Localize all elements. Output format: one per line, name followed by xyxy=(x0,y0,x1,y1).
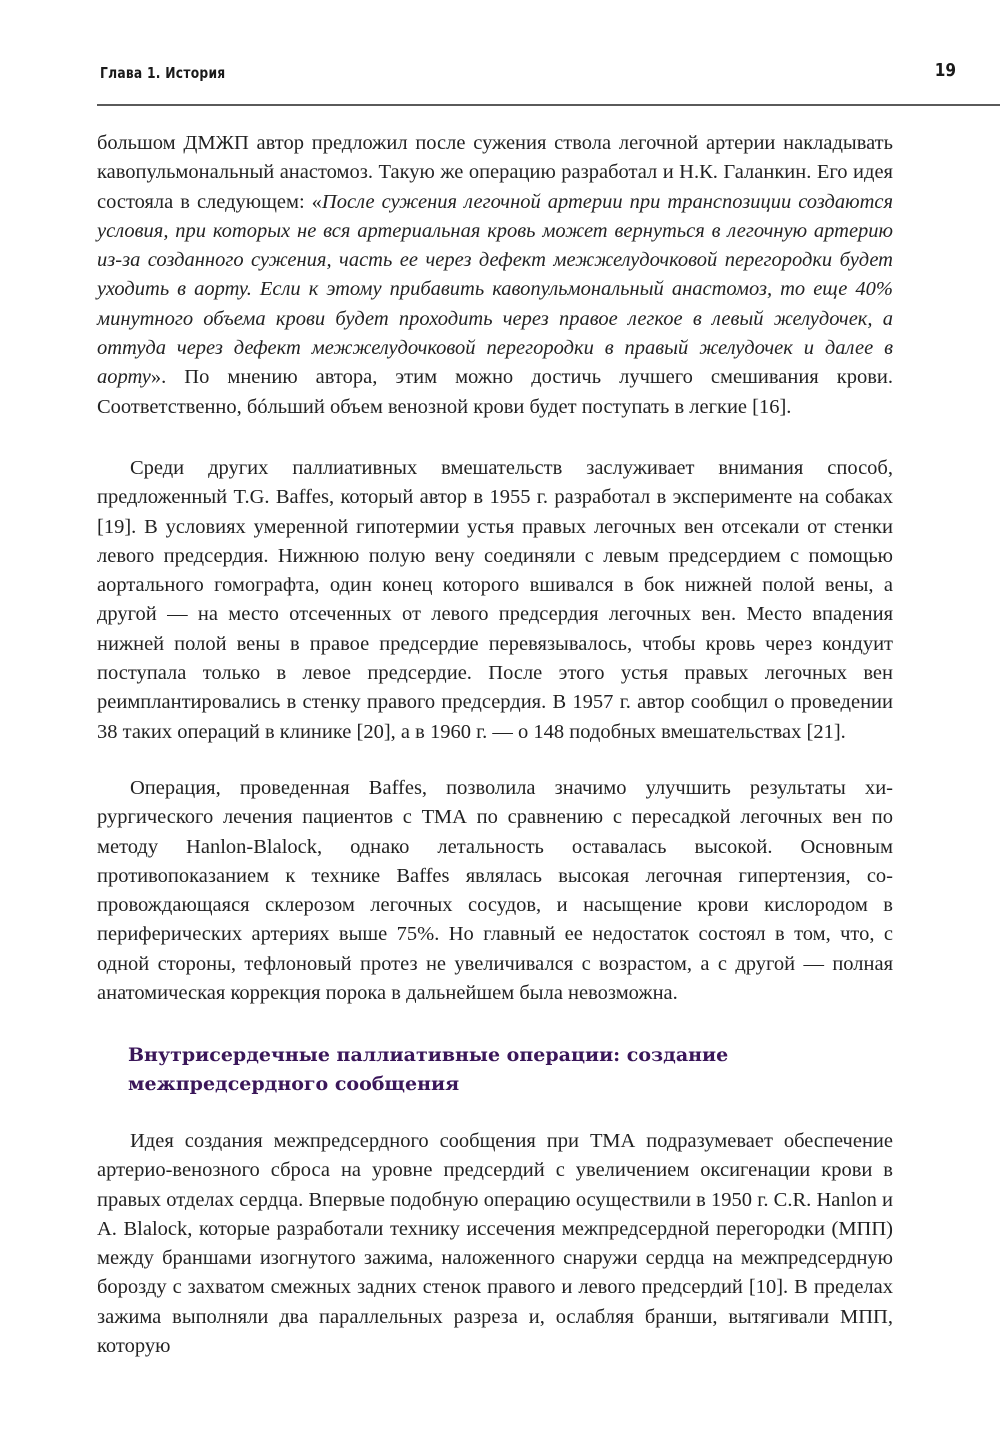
paragraph-1-lead: большом ДМЖП автор предложил после сужения ствола легочной артерии накладывать кавопульмональный анастомоз. Такую же операцию разработал и Н.К. Галанкин. Его идея состояла в следующем: « xyxy=(97,132,893,213)
paragraph-block-2 xyxy=(97,454,893,747)
page-header xyxy=(97,62,1000,106)
paragraph-4: Идея создания межпредсердного сообщения при ТМА подразумевает обеспечение артерио-венозного сброса на уровне предсердий с увеличением оксигенации крови в правых отделах сердца. Впервые подобную операцию осуществили в 1950 г. C.R. Hanlon и A. Blalock, которые разработали технику иссечения межпредсердной перегородки (МПП) между браншами изогнутого зажима, наложенного снаружи сердца на межпредсердную борозду с захватом смежных задних стенок правого и левого предсердий [10]. В пределах зажима выполняли два параллельных разреза и, ослабляя бранши, вытягивали МПП, которую xyxy=(97,1130,893,1358)
quote-italic: После сужения легочной артерии при транспозиции создаются условия, при которых не вся артериальная кровь может вернуться в легочную артерию из-за созданного сужения, часть ее через дефект межжелудочковой перегородки будет уходить в аорту. Если к этому прибавить кавопульмональный анастомоз, то еще 40% минутного объема крови будет проходить через правое легкое в левый желудочек, а оттуда через дефект межжелудочковой перегородки в правый желудочек и далее в аорту xyxy=(97,190,893,389)
paragraph-1 xyxy=(97,129,893,422)
paragraph-block-3 xyxy=(97,774,893,1008)
running-head: Глава 1. История xyxy=(100,64,226,82)
page-number: 19 xyxy=(934,60,956,81)
paragraph-2: Среди других паллиативных вмешательств заслуживает внимания способ, предложенный T.G. Baffes, который автор в 1955 г. разработал в эксперименте на собаках [19]. В условиях умеренной гипотермии устья правых легочных вен отсекали от стенки левого предсердия. Нижнюю полую вену соединяли с левым предсердием с помощью аортального гомографта, один конец которого вшивался в бок нижней полой вены, а другой — на место отсеченных от левого предсердия легочных вен. Место впадения нижней полой вены в правое предсердие перевязывалось, чтобы кровь через кондуит поступала только в левое предсердие. После этого устья правых легочных вен реимплантировались в стенку правого предсердия. В 1957 г. автор сообщил о проведении 38 таких операций в клинике [20], а в 1960 г. — о 148 подобных вмешательствах [21]. xyxy=(97,457,893,743)
paragraph-1-tail: ». По мнению автора, этим можно достичь лучшего смешивания крови. Соответственно, бóльший объем венозной крови будет поступать в легкие [16]. xyxy=(97,366,893,418)
section-heading-line-2: межпредсердного сообщения xyxy=(128,1073,460,1095)
paragraph-block-1 xyxy=(97,129,893,422)
section-heading xyxy=(128,1041,828,1099)
paragraph-3: Операция, проведенная Baffes, позволила значимо улучшить результаты хирургического лечения пациентов с ТМА по сравнению с пересадкой легочных вен по методу Hanlon-Blalock, однако летальность оставалась высокой. Основным противопоказанием к технике Baffes являлась высокая легочная гипертензия, сопровождающаяся склерозом легочных сосудов, и насыщение крови кислородом в периферических артериях выше 75%. Но главный ее недостаток состоял в том, что, с одной стороны, тефлоновый протез не увеличивался с возрастом, а с другой — полная анатомическая коррекция порока в дальнейшем была невозможна. xyxy=(97,777,893,1005)
paragraph-block-4 xyxy=(97,1127,893,1361)
section-heading-line-1: Внутрисердечные паллиативные операции: создание xyxy=(128,1044,729,1066)
